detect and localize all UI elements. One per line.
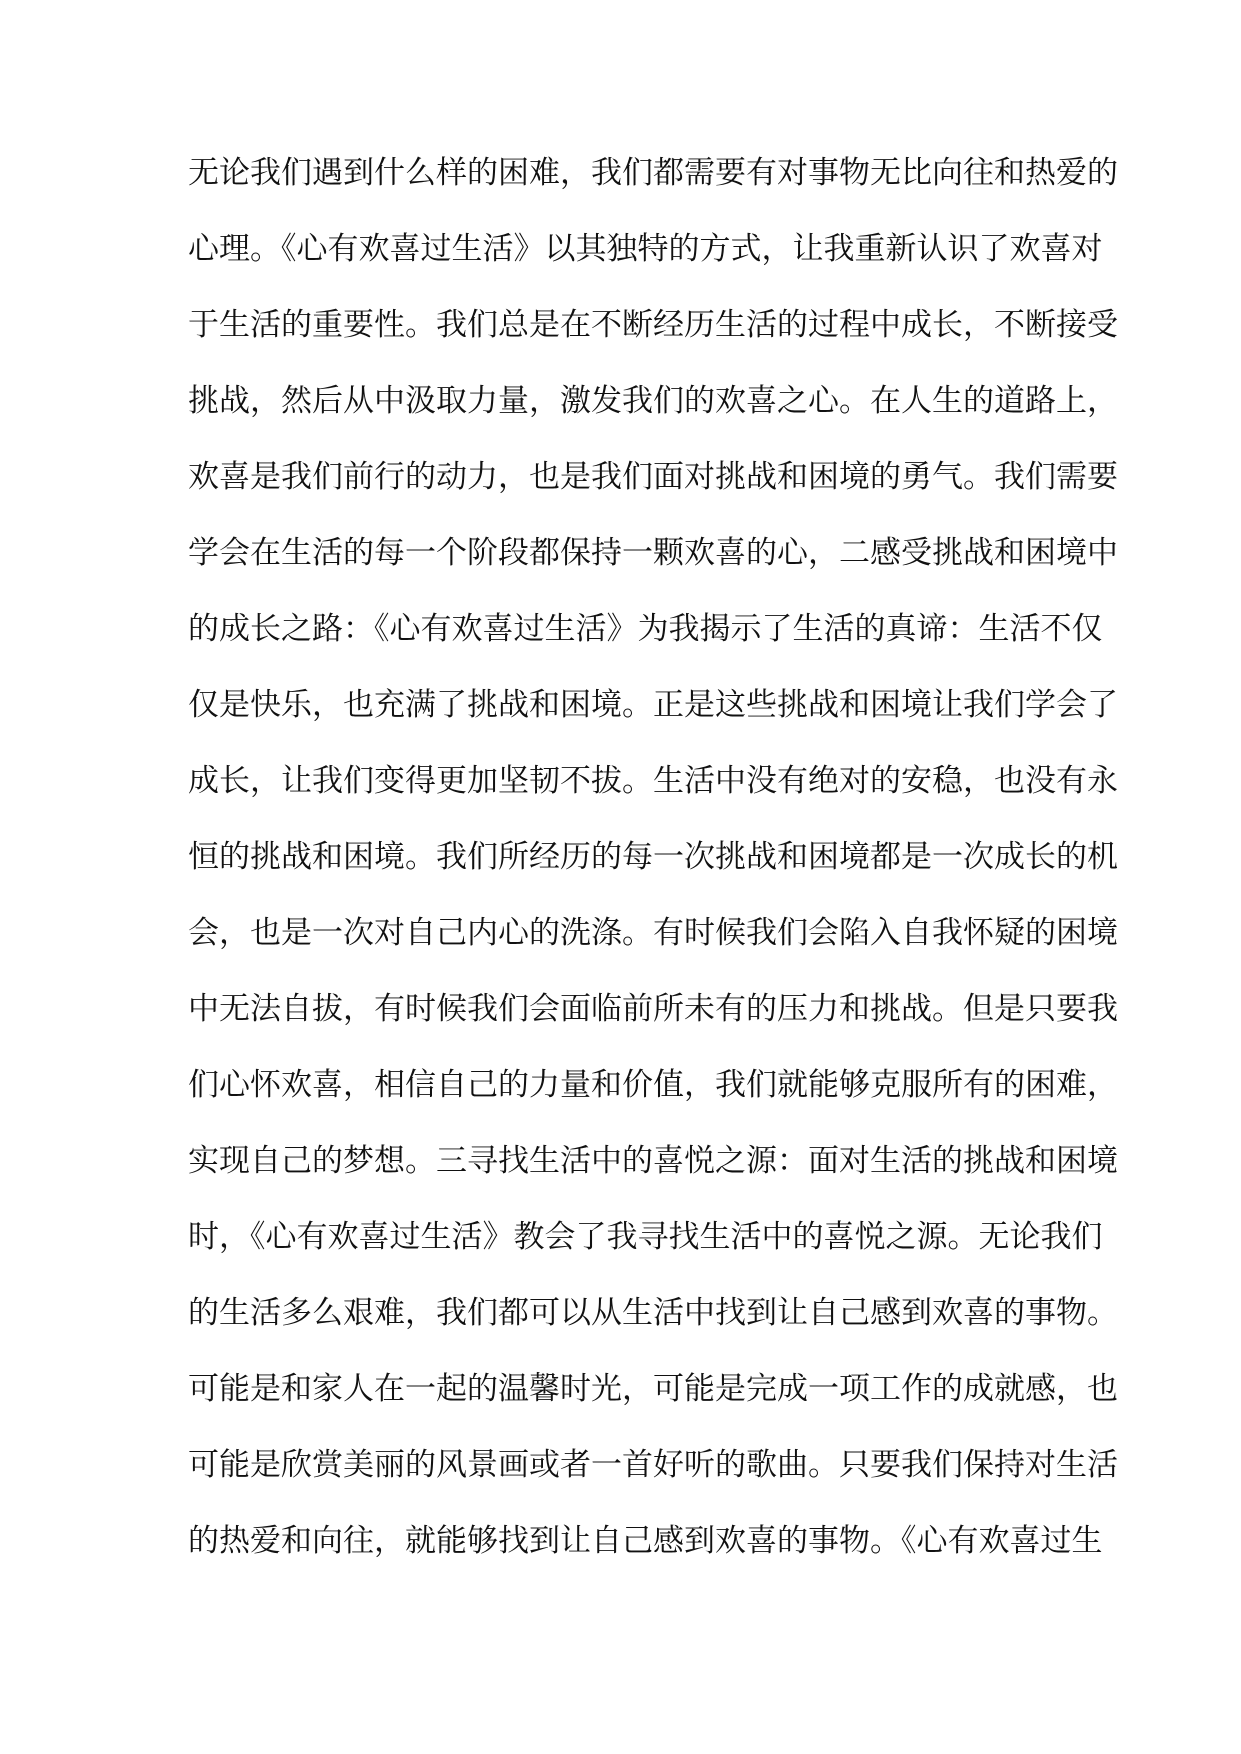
text-line: 可能是和家人在一起的温馨时光，可能是完成一项工作的成就感，也 <box>188 1371 1118 1407</box>
text-line: 的成长之路：《心有欢喜过生活》为我揭示了生活的真谛：生活不仅 <box>188 611 1103 647</box>
text-line: 于生活的重要性。我们总是在不断经历生活的过程中成长，不断接受 <box>188 307 1118 343</box>
text-line: 心理。《心有欢喜过生活》以其独特的方式，让我重新认识了欢喜对 <box>188 231 1103 267</box>
text-line: 成长，让我们变得更加坚韧不拔。生活中没有绝对的安稳，也没有永 <box>188 763 1118 799</box>
text-line: 恒的挑战和困境。我们所经历的每一次挑战和困境都是一次成长的机 <box>188 839 1118 875</box>
text-line: 们心怀欢喜，相信自己的力量和价值，我们就能够克服所有的困难， <box>188 1067 1118 1103</box>
text-line: 时，《心有欢喜过生活》教会了我寻找生活中的喜悦之源。无论我们 <box>188 1219 1103 1255</box>
text-line: 学会在生活的每一个阶段都保持一颗欢喜的心，二感受挑战和困境中 <box>188 535 1118 571</box>
body-text <box>188 143 1118 1587</box>
text-line: 仅是快乐，也充满了挑战和困境。正是这些挑战和困境让我们学会了 <box>188 687 1118 723</box>
text-line: 可能是欣赏美丽的风景画或者一首好听的歌曲。只要我们保持对生活 <box>188 1447 1118 1483</box>
text-line: 的生活多么艰难，我们都可以从生活中找到让自己感到欢喜的事物。 <box>188 1295 1118 1331</box>
text-line: 会，也是一次对自己内心的洗涤。有时候我们会陷入自我怀疑的困境 <box>188 915 1118 951</box>
text-line: 的热爱和向往，就能够找到让自己感到欢喜的事物。《心有欢喜过生 <box>188 1523 1103 1559</box>
text-line: 无论我们遇到什么样的困难，我们都需要有对事物无比向往和热爱的 <box>188 155 1118 191</box>
text-line: 欢喜是我们前行的动力，也是我们面对挑战和困境的勇气。我们需要 <box>188 459 1118 495</box>
text-line: 挑战，然后从中汲取力量，激发我们的欢喜之心。在人生的道路上， <box>188 383 1118 419</box>
text-line: 中无法自拔，有时候我们会面临前所未有的压力和挑战。但是只要我 <box>188 991 1118 1027</box>
text-line: 实现自己的梦想。三寻找生活中的喜悦之源：面对生活的挑战和困境 <box>188 1143 1118 1179</box>
